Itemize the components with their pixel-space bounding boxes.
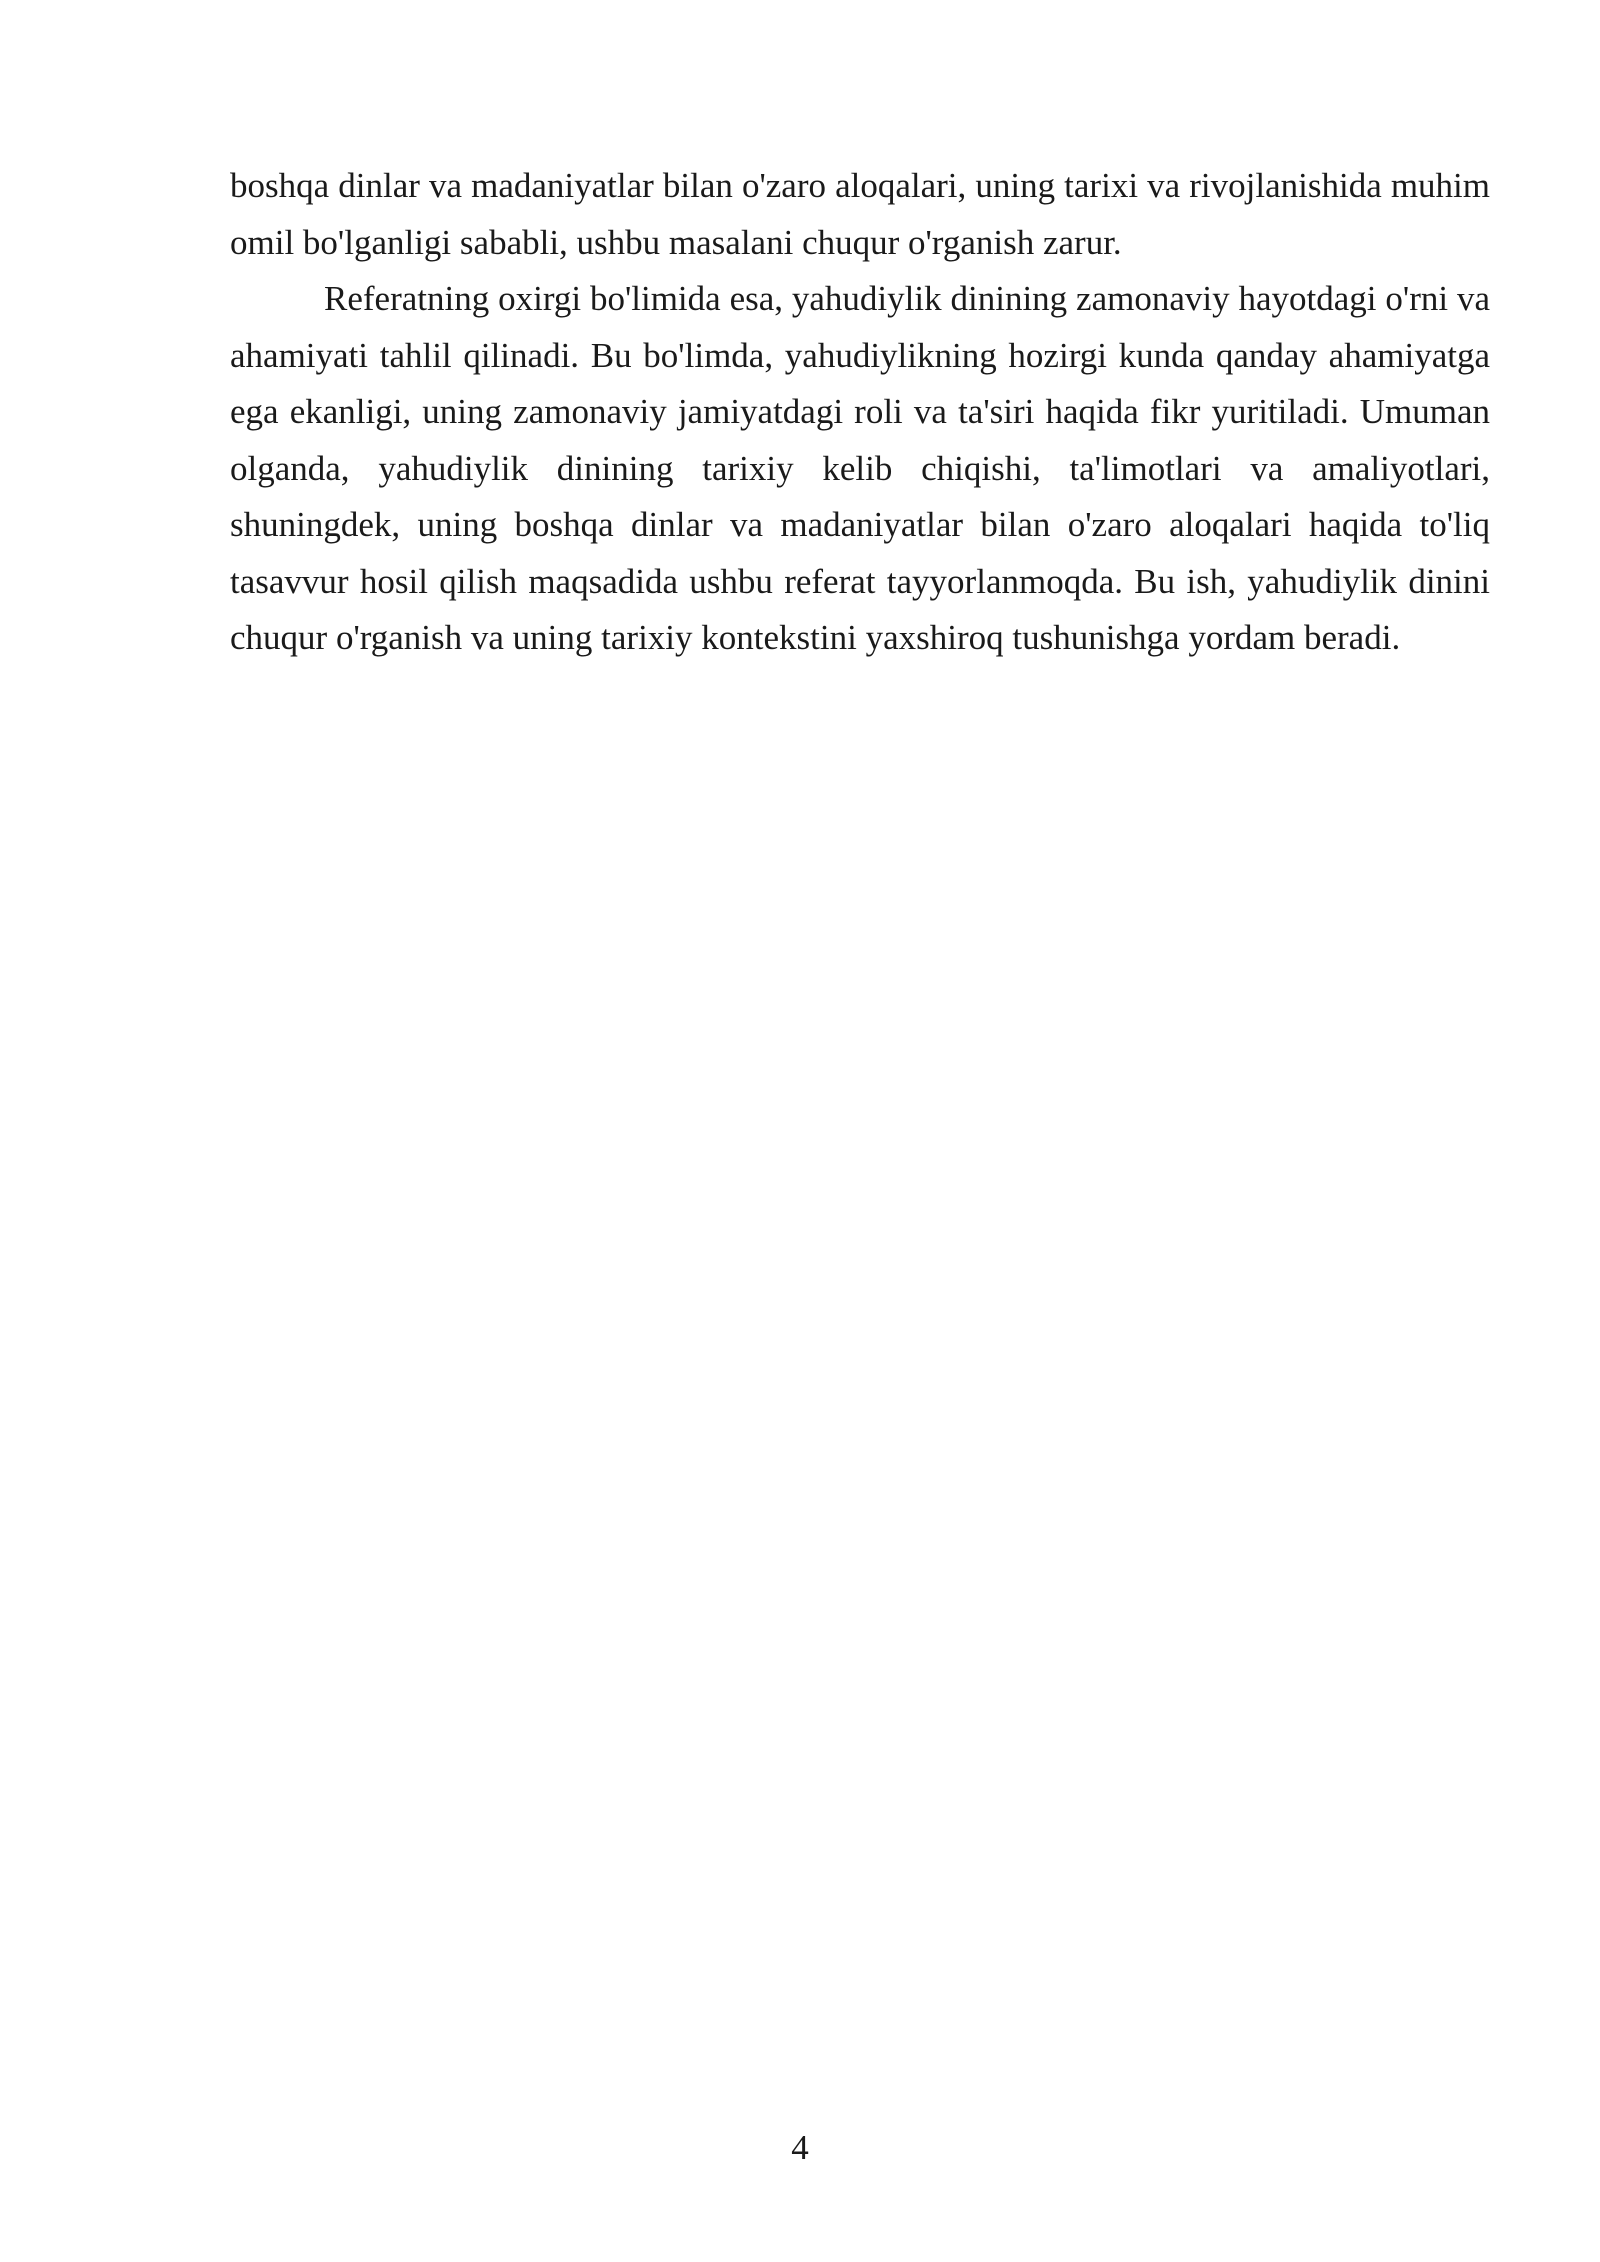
paragraph-continuation: boshqa dinlar va madaniyatlar bilan o'zaro aloqalari, uning tarixi va rivojlanishida muhim omil bo'lganligi sababli, ushbu masalani chuqur o'rganish zarur.: [230, 166, 1490, 262]
body-text: [230, 158, 1490, 667]
page-number: 4: [791, 2128, 809, 2167]
paragraph-final-section: Referatning oxirgi bo'limida esa, yahudiylik dinining zamonaviy hayotdagi o'rni va ahamiyati tahlil qilinadi. Bu bo'limda, yahudiylikning hozirgi kunda qanday ahamiyatga ega ekanligi, uning zamonaviy jamiyatdagi roli va ta'siri haqida fikr yuritiladi. Umuman olganda, yahudiylik dinining tarixiy kelib chiqishi, ta'limotlari va amaliyotlari, shuningdek, uning boshqa dinlar va madaniyatlar bilan o'zaro aloqalari haqida to'liq tasavvur hosil qilish maqsadida ushbu referat tayyorlanmoqda. Bu ish, yahudiylik dinini chuqur o'rganish va uning tarixiy kontekstini yaxshiroq tushunishga yordam beradi.: [230, 279, 1490, 657]
